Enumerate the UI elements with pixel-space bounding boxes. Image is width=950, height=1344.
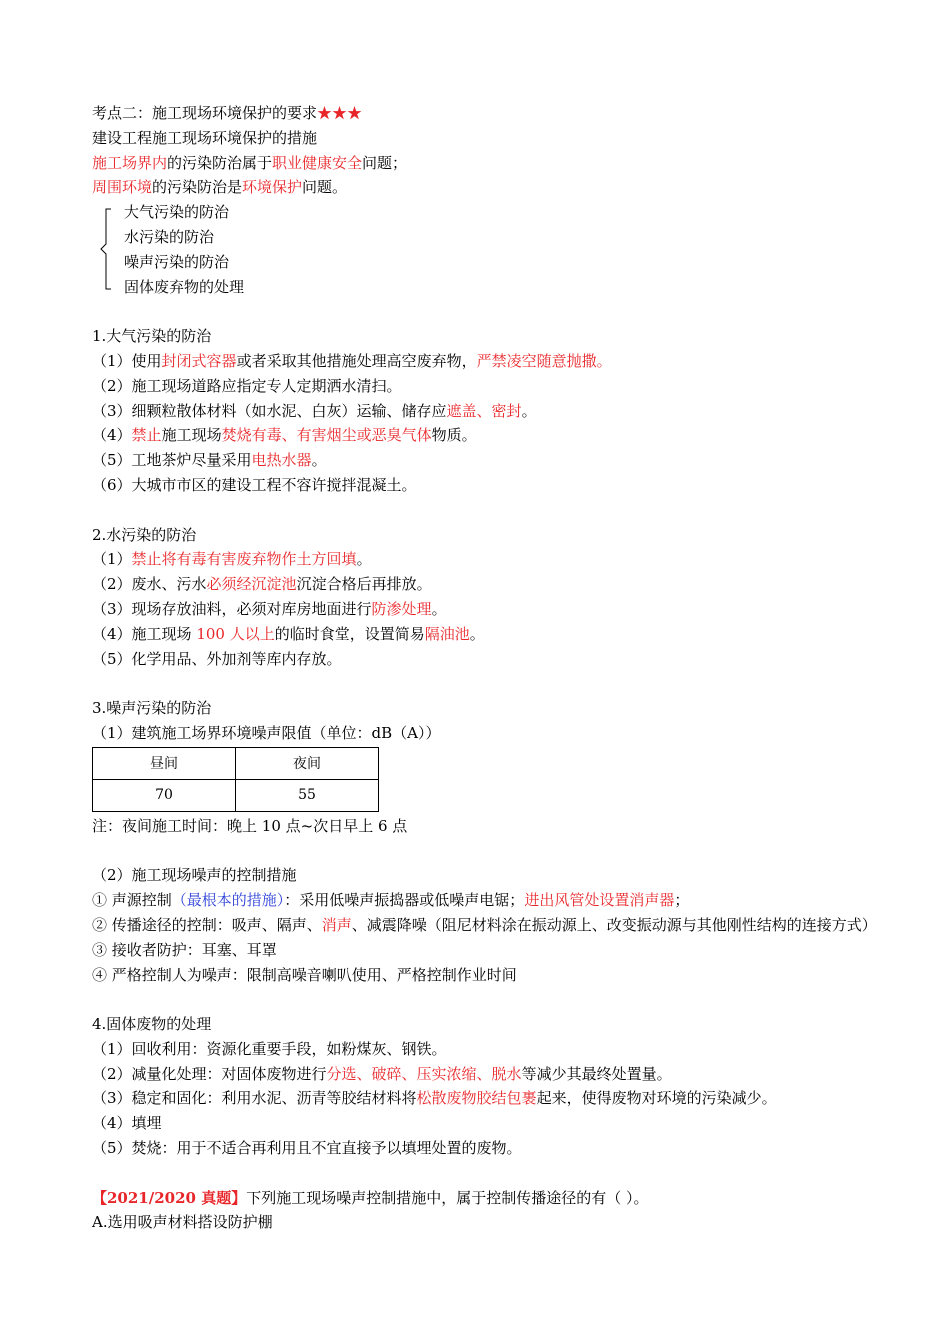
list-item: 固体废弃物的处理 <box>124 277 245 296</box>
intro-line-1: 施工场界内的污染防治属于职业健康安全问题； <box>92 153 408 172</box>
list-item: （3）稳定和固化：利用水泥、沥青等胶结材料将松散废物胶结包裹起来，使得废物对环境的污染减少。 <box>92 1089 777 1108</box>
list-item: （1）回收利用：资源化重要手段，如粉煤灰、钢铁。 <box>92 1039 447 1058</box>
list-item: 水污染的防治 <box>124 227 215 246</box>
list-item: （5）焚烧：用于不适合再利用且不宜直接予以填埋处置的废物。 <box>92 1139 522 1158</box>
section-4-title: 4.固体废物的处理 <box>92 1015 212 1034</box>
list-item: （6）大城市市区的建设工程不容许搅拌混凝土。 <box>92 475 417 494</box>
list-item: （5）工地茶炉尽量采用电热水器。 <box>92 451 327 470</box>
list-item: ④ 严格控制人为噪声：限制高噪音喇叭使用、严格控制作业时间 <box>92 965 517 984</box>
list-item: 大气污染的防治 <box>124 203 230 222</box>
table-row <box>93 747 379 779</box>
table-note: 注：夜间施工时间：晚上 10 点~次日早上 6 点 <box>92 816 408 835</box>
list-item: （1）禁止将有毒有害废弃物作土方回填。 <box>92 550 372 569</box>
table-caption: （1）建筑施工场界环境噪声限值（单位：dB（A）） <box>92 723 441 742</box>
answer-option: A.选用吸声材料搭设防护棚 <box>92 1213 273 1232</box>
list-item: （3）细颗粒散体材料（如水泥、白灰）运输、储存应遮盖、密封。 <box>92 401 537 420</box>
list-item: ① 声源控制（最根本的措施）：采用低噪声振捣器或低噪声电锯；进出风管处设置消声器； <box>92 891 690 910</box>
list-item: ③ 接收者防护：耳塞、耳罩 <box>92 940 277 959</box>
section-1-title: 1.大气污染的防治 <box>92 327 212 346</box>
list-item: ② 传播途径的控制：吸声、隔声、消声、减震降噪（阻尼材料涂在振动源上、改变振动源与其他刚性结构的连接方式） <box>92 915 877 934</box>
exam-question: 【2021/2020 真题】下列施工现场噪声控制措施中，属于控制传播途径的有（ ）。 <box>92 1188 649 1207</box>
section-2-title: 2.水污染的防治 <box>92 525 197 544</box>
list-item: （3）现场存放油料，必须对库房地面进行防渗处理。 <box>92 599 447 618</box>
subsection-title: （2）施工现场噪声的控制措施 <box>92 866 297 885</box>
pollution-category-list <box>92 200 892 299</box>
brace-icon <box>100 208 112 290</box>
list-item: （1）使用封闭式容器或者采取其他措施处理高空废弃物，严禁凌空随意抛撒。 <box>92 351 612 370</box>
exam-tag: 【2021/2020 真题】 <box>92 1188 247 1207</box>
intro-line-2: 周围环境的污染防治是环境保护问题。 <box>92 178 348 197</box>
table-header-cell: 昼间 <box>93 747 236 779</box>
list-item: （4）禁止施工现场焚烧有毒、有害烟尘或恶臭气体物质。 <box>92 426 477 445</box>
list-item: 噪声污染的防治 <box>124 252 230 271</box>
list-item: （4）填埋 <box>92 1114 162 1133</box>
list-item: （5）化学用品、外加剂等库内存放。 <box>92 649 342 668</box>
list-item: （4）施工现场 100 人以上的临时食堂，设置简易隔油池。 <box>92 624 485 643</box>
section-3-title: 3.噪声污染的防治 <box>92 699 212 718</box>
table-row <box>93 779 379 811</box>
list-item: （2）减量化处理：对固体废物进行分选、破碎、压实浓缩、脱水等减少其最终处置量。 <box>92 1064 672 1083</box>
rating-stars: ★★★ <box>317 104 363 122</box>
table-cell: 55 <box>236 779 379 811</box>
list-item: （2）废水、污水必须经沉淀池沉淀合格后再排放。 <box>92 575 432 594</box>
table-header-cell: 夜间 <box>236 747 379 779</box>
section-heading: 考点二：施工现场环境保护的要求★★★ <box>92 104 363 122</box>
noise-limit-table <box>92 747 379 812</box>
list-item: （2）施工现场道路应指定专人定期洒水清扫。 <box>92 376 402 395</box>
document-body <box>92 101 892 1235</box>
table-cell: 70 <box>93 779 236 811</box>
subtitle: 建设工程施工现场环境保护的措施 <box>92 128 318 147</box>
